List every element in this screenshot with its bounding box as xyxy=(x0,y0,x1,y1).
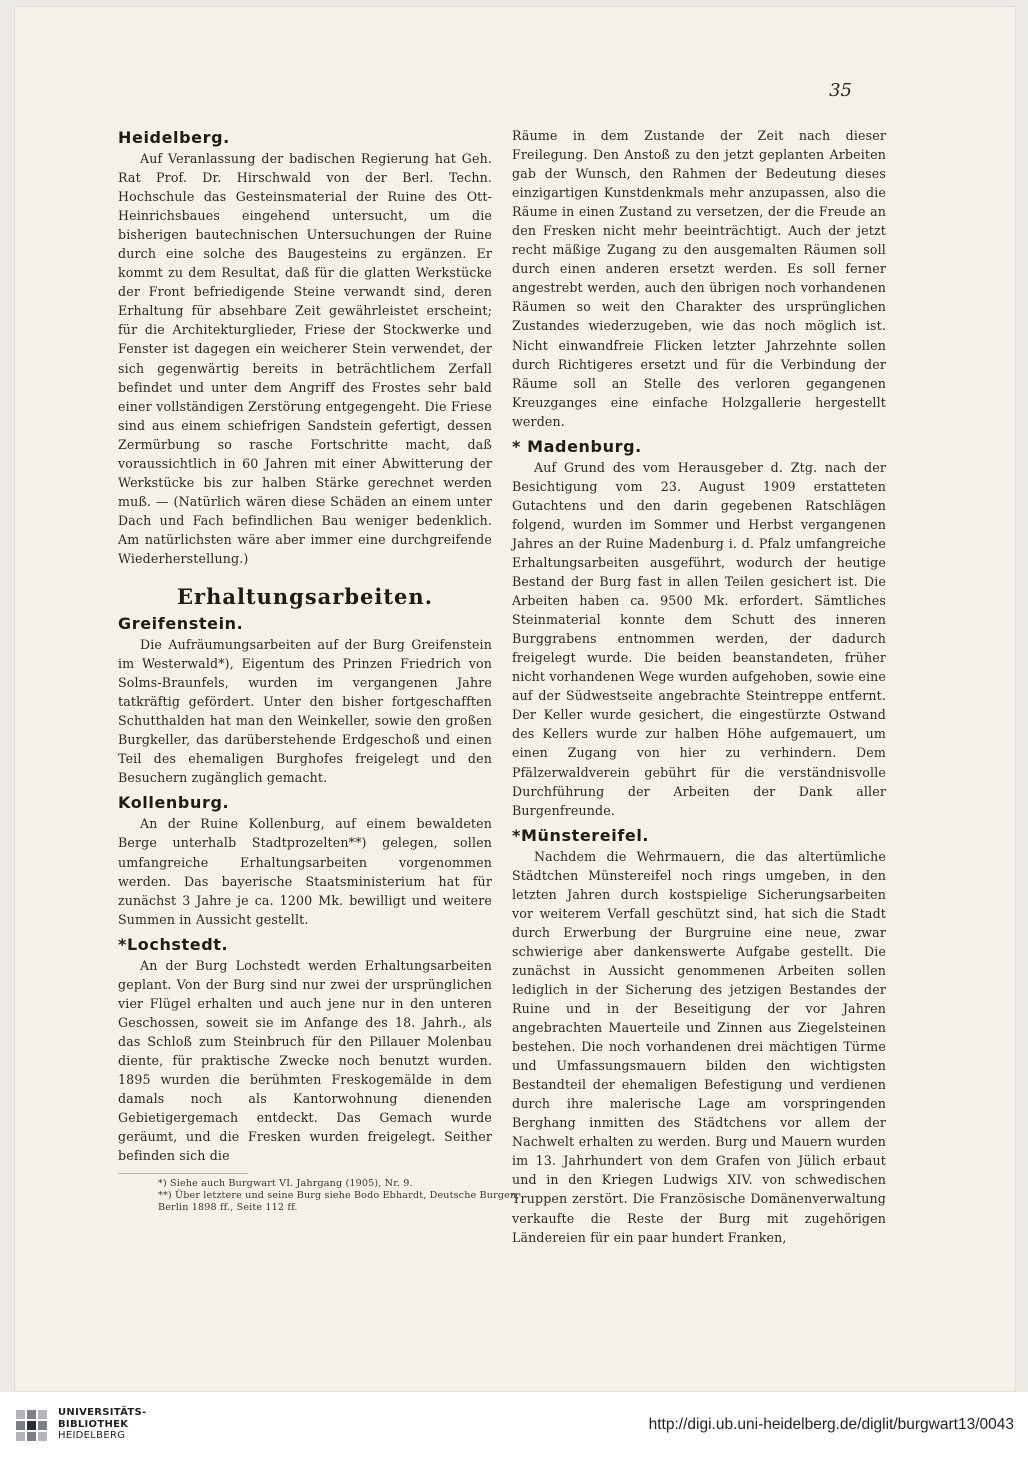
left-column xyxy=(118,126,520,1214)
paragraph-madenburg: Auf Grund des vom Herausgeber d. Ztg. nach der Besichtigung vom 23. August 1909 erstatteten Gutachtens und den darin gegebenen Ratschlägen folgend, wurden im Sommer und Herbst vergangenen Jahres an der Ruine Madenburg i. d. Pfalz umfangreiche Erhaltungsarbeiten ausgeführt, wodurch der heutige Bestand der Burg fast in allen Teilen gesichert ist. Die Arbeiten haben ca. 9500 Mk. erfordert. Sämtliches Steinmaterial konnte dem Schutt des inneren Burggrabens entnommen werden, der dadurch freigelegt wurde. Die beiden beanstandeten, früher nicht vorhandenen Wege wurden aufgehoben, sowie eine auf der Südwestseite angebrachte Steintreppe entfernt. Der Keller wurde gesichert, die eingestürzte Ostwand des Kellers wurde zur halben Höhe aufgemauert, um einen Zugang von hier zu verhindern. Dem Pfälzerwaldverein gebührt für die verständnisvolle Durchführung der Arbeiten der Dank aller Burgenfreunde. xyxy=(512,459,886,818)
library-logo-icon[interactable] xyxy=(14,1408,50,1444)
scanned-page xyxy=(14,6,1016,1392)
right-column xyxy=(512,126,886,1247)
paragraph-lochstedt: An der Burg Lochstedt werden Erhaltungsarbeiten geplant. Von der Burg sind nur zwei der ursprünglichen vier Flügel erhalten und auch jene nur in den unteren Geschossen, soweit sie im Anfange des 18. Jahrh., als das Schloß zum Steinbruch für den Pillauer Molenbau diente, für praktische Zwecke noch benutzt wurden. 1895 wurden die berühmten Freskogemälde in dem damals noch als Kantorwohnung dienenden Gebietigergemach entdeckt. Das Gemach wurde geräumt, und die Fresken wurden freigelegt. Seither befinden sich die xyxy=(118,957,492,1164)
heading-lochstedt: *Lochstedt. xyxy=(118,934,229,954)
paragraph-greifenstein: Die Aufräumungsarbeiten auf der Burg Greifenstein im Westerwald*), Eigentum des Prinzen Friedrich von Solms-Braunfels, wurden im vergangenen Jahre tatkräftig gefördert. Unter den bisher fortgeschafften Schutthalden hat man den Weinkeller, sowie den großen Burgkeller, das darüberstehende Erdgeschoß und einen Teil des ehemaligen Burghofes freigelegt und den Besuchern zugänglich gemacht. xyxy=(118,637,492,786)
library-name xyxy=(58,1407,147,1442)
section-title: Erhaltungsarbeiten. xyxy=(177,584,433,610)
heading-madenburg: * Madenburg. xyxy=(512,436,642,456)
paragraph-lochstedt-continued: Räume in dem Zustande der Zeit nach dieser Freilegung. Den Anstoß zu den jetzt geplanten Arbeiten gab der Wunsch, den Rahmen der Bedeutung dieses einzigartigen Kunstdenkmals mehr anzupassen, also die Räume in einen Zustand zu versetzen, der die Freude an den Fresken nicht mehr beeinträchtigt. Auch der jetzt recht mäßige Zugang zu den ausgemalten Räumen soll durch einen anderen ersetzt werden. Es soll ferner angestrebt werden, auch den übrigen noch vorhandenen Räumen so weit den Charakter des ursprünglichen Zustandes wiederzugeben, wie das noch möglich ist. Nicht einwandfreie Flicken letzter Jahrzehnte sollen durch Richtigeres ersetzt und für die Verbindung der Räume soll an Stelle des verloren gegangenen Kreuzganges eine einfache Holzgallerie hergestellt werden. xyxy=(512,128,886,429)
library-name-line3: HEIDELBERG xyxy=(58,1430,126,1441)
library-name-line1: UNIVERSITÄTS- xyxy=(58,1407,147,1418)
heading-kollenburg: Kollenburg. xyxy=(118,793,230,813)
library-footer xyxy=(0,1392,1028,1460)
heading-muenstereifel: *Münstereifel. xyxy=(512,825,650,845)
heading-heidelberg: Heidelberg. xyxy=(118,128,230,147)
paragraph-kollenburg: An der Ruine Kollenburg, auf einem bewaldeten Berge unterhalb Stadtprozelten**) gelegen, sollen umfangreiche Erhaltungsarbeiten vorgenommen werden. Das bayerische Staatsministerium hat für zunächst 3 Jahre je ca. 1200 Mk. bewilligt und weitere Summen in Aussicht gestellt. xyxy=(118,816,492,927)
footnote-2: **) Über letztere und seine Burg siehe Bodo Ebhardt, Deutsche Burgen, Berlin 1898 ff., Seite 112 ff. xyxy=(158,1190,520,1214)
page-number: 35 xyxy=(829,80,852,101)
permalink-url[interactable]: http://digi.ub.uni-heidelberg.de/diglit/burgwart13/0043 xyxy=(648,1416,1014,1433)
paragraph-muenstereifel: Nachdem die Wehrmauern, die das altertümliche Städtchen Münstereifel noch rings umgeben, in den letzten Jahren durch kostspielige Sicherungsarbeiten vor weiterem Verfall geschützt sind, hat sich die Stadt durch Erwerbung der Burgruine eine neue, zwar schwierige aber dankenswerte Aufgabe gestellt. Die zunächst in Aussicht genommenen Arbeiten sollen lediglich in der Sicherung des jetzigen Bestandes der Ruine und in der Beseitigung der vor Jahren angebrachten Mauerteile und Zinnen aus Ziegelsteinen bestehen. Die noch vorhandenen drei mächtigen Türme und Umfassungsmauern bilden den wichtigsten Bestandteil der ehemaligen Befestigung und verdienen durch ihre malerische Lage am vorspringenden Berghang inmitten des Städtchens vor allem der Nachwelt erhalten zu werden. Burg und Mauern wurden im 13. Jahrhundert von dem Grafen von Jülich erbaut und in den Kriegen Ludwigs XIV. von schwedischen Truppen zerstört. Die Französische Domänenverwaltung verkaufte die Reste der Burg mit zugehörigen Ländereien für ein paar hundert Franken, xyxy=(512,848,886,1245)
library-name-line2: BIBLIOTHEK xyxy=(58,1418,129,1430)
heading-greifenstein: Greifenstein. xyxy=(118,614,244,634)
paragraph-heidelberg: Auf Veranlassung der badischen Regierung hat Geh. Rat Prof. Dr. Hirschwald von der Berl. Techn. Hochschule das Gesteinsmaterial der Ruine des Ott-Heinrichsbaues eingehend untersucht, um die bisherigen bautechnischen Untersuchungen der Ruine durch eine solche des Baugesteins zu ergänzen. Er kommt zu dem Resultat, daß für die glatten Werkstücke der Front befriedigende Steine verwandt sind, deren Erhaltung für absehbare Zeit gewährleistet erscheint; für die Architekturglieder, Friese der Stockwerke und Fenster ist dagegen ein weicherer Stein verwendet, der sich gegenwärtig bereits in beträchtlichem Zerfall befindet und unter dem Angriff des Frostes sehr bald einer vollständigen Zerstörung entgegengeht. Die Friese sind aus einem schiefrigen Sandstein gefertigt, dessen Zermürbung so rasche Fortschritte macht, daß voraussichtlich in 60 Jahren mit einer Abwitterung der Werkstücke bis zur halben Stärke gerechnet werden muß. — (Natürlich wären diese Schäden an einem unter Dach und Fach befindlichen Bau weniger bedenklich. Am natürlichsten wäre aber immer eine durchgreifende Wiederherstellung.) xyxy=(118,151,492,566)
footnote-1: *) Siehe auch Burgwart VI. Jahrgang (1905), Nr. 9. xyxy=(158,1178,413,1190)
